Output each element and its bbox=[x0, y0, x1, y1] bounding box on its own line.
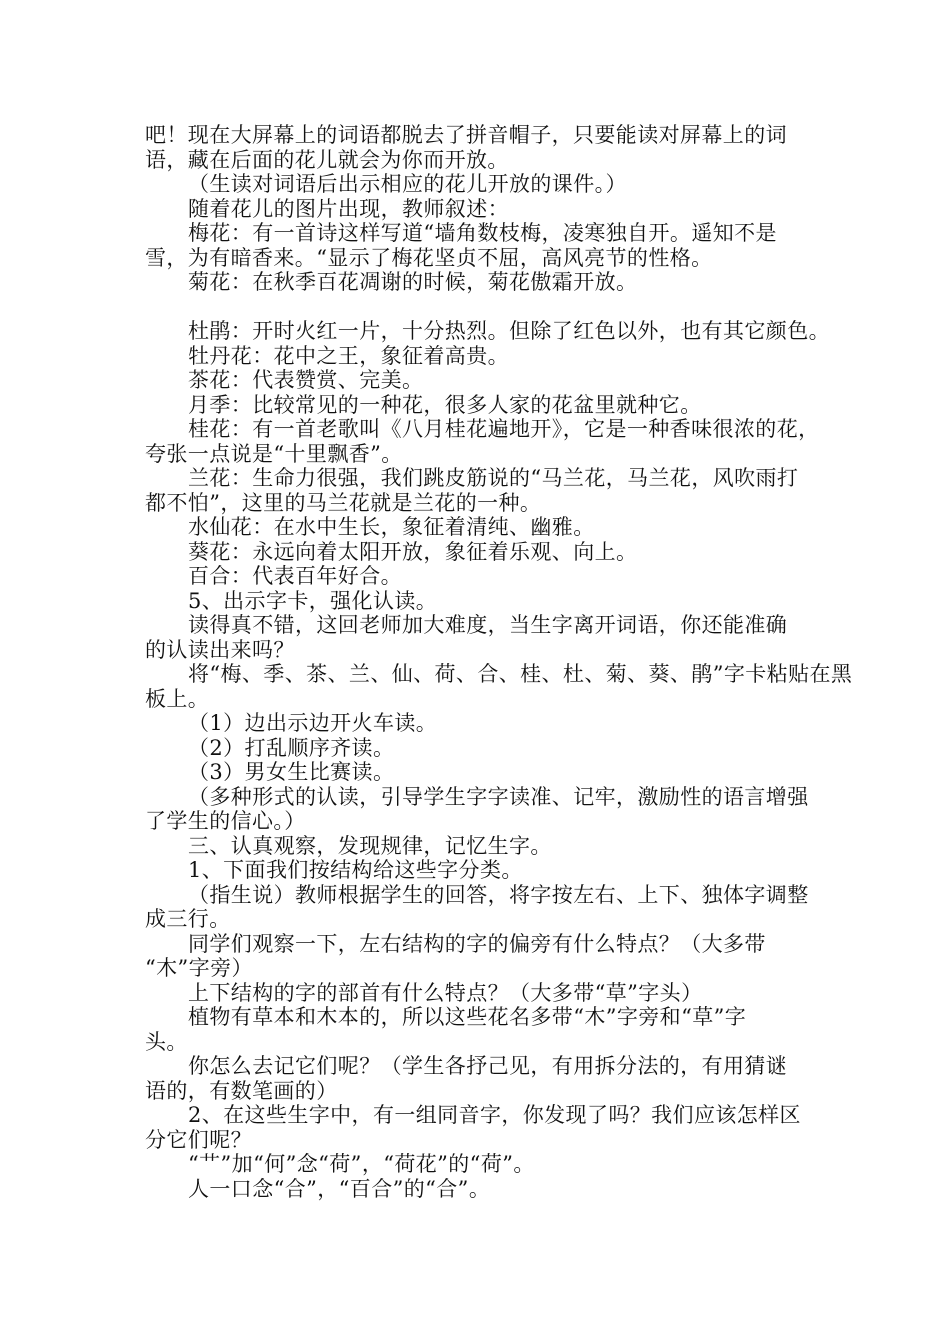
text-line: 人一口念“合”，“百合”的“合”。 bbox=[188, 1176, 491, 1201]
text-line: 2、在这些生字中，有一组同音字，你发现了吗？我们应该怎样区 bbox=[188, 1103, 801, 1127]
text-line: （指生说）教师根据学生的回答，将字按左右、上下、独体字调整 bbox=[188, 882, 809, 907]
text-line: 上下结构的字的部首有什么特点？（大多带“草”字头） bbox=[188, 980, 703, 1005]
text-line: 百合：代表百年好合。 bbox=[188, 564, 402, 588]
text-line: 都不怕”，这里的马兰花就是兰花的一种。 bbox=[145, 490, 542, 515]
text-line: 语，藏在后面的花儿就会为你而开放。 bbox=[145, 147, 509, 172]
text-line: 你怎么去记它们呢？（学生各抒己见，有用拆分法的，有用猜谜 bbox=[188, 1054, 788, 1078]
text-line: 雪，为有暗香来。“显示了梅花坚贞不屈，高风亮节的性格。 bbox=[145, 245, 713, 270]
text-line: （1）边出示边开火车读。 bbox=[188, 711, 438, 735]
text-line: 葵花：永远向着太阳开放，象征着乐观、向上。 bbox=[188, 539, 638, 564]
text-line: 了学生的信心。） bbox=[145, 809, 306, 833]
text-line: 同学们观察一下，左右结构的字的偏旁有什么特点？（大多带 bbox=[188, 931, 766, 956]
text-line: 随着花儿的图片出现，教师叙述： bbox=[188, 196, 509, 221]
text-line: 杜鹃：开时火红一片，十分热烈。但除了红色以外，也有其它颜色。 bbox=[188, 319, 830, 343]
text-line: 水仙花：在水中生长，象征着清纯、幽雅。 bbox=[188, 515, 595, 539]
text-line: 茶花：代表赞赏、完美。 bbox=[188, 368, 424, 392]
text-line: 成三行。 bbox=[145, 907, 231, 931]
text-line: 读得真不错，这回老师加大难度，当生字离开词语，你还能准确 bbox=[188, 613, 788, 637]
text-line: 桂花：有一首老歌叫《八月桂花遍地开》，它是一种香味很浓的花， bbox=[188, 417, 820, 441]
text-line: 板上。 bbox=[145, 686, 210, 711]
text-line: （2）打乱顺序齐读。 bbox=[188, 735, 395, 760]
text-line: 的认读出来吗？ bbox=[145, 637, 295, 662]
text-line: 三、认真观察，发现规律，记忆生字。 bbox=[188, 833, 552, 858]
text-line: 语的，有数笔画的） bbox=[145, 1078, 338, 1103]
text-line: 梅花：有一首诗这样写道“墙角数枝梅，凌寒独自开。遥知不是 bbox=[188, 221, 777, 245]
text-line: 牡丹花：花中之王，象征着高贵。 bbox=[188, 343, 509, 368]
text-line: （3）男女生比赛读。 bbox=[188, 760, 395, 784]
text-line: 植物有草本和木本的，所以这些花名多带“木”字旁和“草”字 bbox=[188, 1005, 747, 1029]
text-line: 月季：比较常见的一种花，很多人家的花盆里就种它。 bbox=[188, 392, 702, 417]
text-line: 吧！现在大屏幕上的词语都脱去了拼音帽子，只要能读对屏幕上的词 bbox=[145, 123, 787, 147]
text-line: 头。 bbox=[145, 1029, 188, 1054]
text-line: 1、下面我们按结构给这些字分类。 bbox=[188, 858, 523, 882]
text-line: 分它们呢？ bbox=[145, 1127, 252, 1152]
text-line: “木”字旁） bbox=[145, 956, 253, 980]
text-line: （多种形式的认读，引导学生字字读准、记牢，激励性的语言增强 bbox=[188, 784, 809, 809]
text-line: 5、出示字卡，强化认读。 bbox=[188, 588, 438, 613]
text-line: 兰花：生命力很强，我们跳皮筋说的“马兰花，马兰花，风吹雨打 bbox=[188, 466, 799, 490]
text-line: 夸张一点说是“十里飘香”。 bbox=[145, 441, 403, 466]
text-line: 将“梅、季、茶、兰、仙、荷、合、桂、杜、菊、葵、鹃”字卡粘贴在黑 bbox=[188, 662, 853, 686]
text-line: （生读对词语后出示相应的花儿开放的课件。） bbox=[188, 172, 627, 196]
text-line: “艹”加“何”念“荷”，“荷花”的“荷”。 bbox=[188, 1152, 535, 1176]
text-line: 菊花：在秋季百花凋谢的时候，菊花傲霜开放。 bbox=[188, 270, 638, 294]
